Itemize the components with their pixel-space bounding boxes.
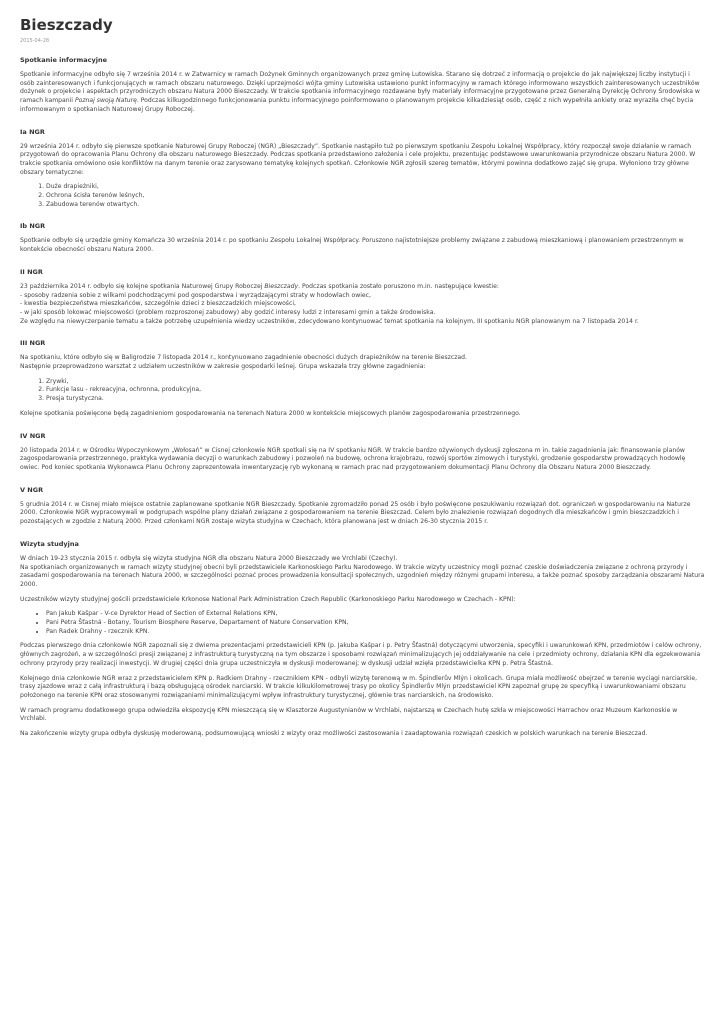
paragraph: 20 listopada 2014 r. w Ośrodku Wypoczynkowym „Wołosań” w Cisnej członkowie NGR spotkali się na IV spotkaniu NGR. W trakcie bardzo ożywionych dyskusji zgłoszona m in. takie zagadnienia jak: finansowanie planów zagospodarowania przestrzennego, praktyka wydawania decyzji o warunkach zabudowy i pozwoleń na budowę, ochrona krajobrazu, rozwój sportów zimowych i turystyki, grodzenie gospodarstw prowadzących hodowlę owiec. Pod koniec spotkania Wykonawca Planu Ochrony zaprezentowała inwentaryzację ryb wykonaną w ramach prac nad przygotowaniem dokumentacji Planu Ochrony dla Obszaru Natura 2000 Bieszczady. (20, 446, 686, 471)
list-item: 3. Presja turystyczna. (46, 395, 705, 404)
paragraph: Spotkanie odbyło się urzędzie gminy Komańcza 30 września 2014 r. po spotkaniu Zespołu Lokalnej Współpracy. Poruszono najistotniejsze problemy związane z zabudową mieszkaniową i planowaniem przestrzennym w kontekście obecności obszaru Natura 2000. (20, 237, 684, 254)
list-item: • Pan Radek Drahny - rzecznik KPN. (46, 628, 705, 637)
section-heading: Ia NGR (20, 127, 45, 136)
topic-list (20, 378, 705, 404)
paragraph: W dniach 19-23 stycznia 2015 r. odbyła się wizyta studyjna NGR dla obszaru Natura 2000 Bieszczady we Vrchlabi (Czechy). Na spotkaniach organizowanych w ramach wizyty studyjnej obecni byli przedstawiciele Karkonoskiego Parku Narodowego. W trakcie wizyty uczestnicy mogli poznać czeskie doświadczenia związane z ochroną przyrody i zasadami gospodarowania na terenach Natura 2000, w szczególności poznać proces prowadzenia konsultacji społecznych, uzgodnień między różnymi grupami interesu, a także poznać sposoby zarządzania obszarami Natura 2000. (20, 554, 705, 588)
page-title: Bieszczady (20, 16, 113, 34)
paragraph: Kolejne spotkania poświęcone będą zagadnieniom gospodarowania na terenach Natura 2000 w kontekście miejscowych planów zagospodarowania przestrzennego. (20, 409, 521, 417)
section-v-ngr (20, 486, 705, 527)
paragraph: Podczas pierwszego dnia członkowie NGR zapoznali się z dwiema prezentacjami przedstawicieli KPN (p. Jakuba Kašpar i p. Petry Šťastná) dotyczącymi utworzenia, specyfiki i uwarunkowań KPN, przedmiotów i celów ochrony, głównych zagrożeń, a w szczególności presji związanej z infrastrukturą turystyczną na tym obszarze i sposobami rozwiązań minimalizujących jej oddziaływanie na cele i przedmioty ochrony, działania KPN dla egzekwowania ochrony przyrody przy realizacji inwestycji. W drugiej części dnia grupa uczestniczyła w dyskusji moderowanej; w dyskusji udział wzięła przedstawicielka KPN p. Petra Šťastná. (20, 642, 702, 667)
paragraph: Uczestników wizyty studyjnej gościli przedstawiciele Krkonose National Park Administration Czech Republic (Karkonoskiego Parku Narodowego w Czechach - KPN): (20, 595, 516, 603)
paragraph: Na zakończenie wizyty grupa odbyła dyskusję moderowaną, podsumowującą wnioski z wizyty oraz możliwości zastosowania i zaadaptowania rozwiązań czeskich w polskich warunkach na terenie Bieszczad. (20, 730, 648, 738)
paragraph: Kolejnego dnia członkowie NGR wraz z przedstawicielem KPN p. Radkiem Drahny - rzecznikiem KPN - odbyli wizytę terenową w m. Špindlerův Mlýn i okolicach. Grupa miała możliwość obejrzeć w terenie wyciągi narciarskie, trasy zjazdowe wraz z całą infrastrukturą i bazą obsługującą ośrodek narciarski. W trakcie kilkukilometrowej trasy po okolicy Špindlerův Mlýn przedstawiciel KPN zapoznał grupę ze specyfiką i uwarunkowaniami obszaru położonego na terenie KPN oraz stosowanymi rozwiązaniami minimalizującymi wpływ infrastruktury turystycznej, głównie tras narciarskich, na środowisko. (20, 674, 698, 699)
publish-date: 2015-04-28 (20, 38, 50, 44)
paragraph: 5 grudnia 2014 r. w Cisnej miało miejsce ostatnie zaplanowane spotkanie NGR Bieszczady. Spotkanie zgromadziło ponad 25 osób i było poświęcone poszukiwaniu rozwiązań dot. ograniczeń w gospodarowaniu na Naturze 2000. Członkowie NGR wypracowywali w podgrupach wspólne plany działań związane z gospodarowaniem na terenie Bieszczad. Celem było znalezienie rozwiązań dogodnych dla mieszkańców i gmin bieszczadzkich i pozostających w zgodzie z Naturą 2000. Przed członkami NGR zostaje wizyta studyjna w Czechach, która planowana jest w dniach 26-30 stycznia 2015 r. (20, 500, 691, 526)
participant-list (20, 610, 705, 636)
section-ia-ngr (20, 128, 705, 210)
list-item: • Pan Jakub Kašpar - V-ce Dyrektor Head of Section of External Relations KPN, (46, 610, 705, 619)
list-item: 2. Funkcje lasu - rekreacyjna, ochronna, produkcyjna, (46, 386, 705, 395)
section-spotkanie-informacyjne (20, 56, 705, 115)
section-heading: II NGR (20, 267, 43, 276)
paragraph: W ramach programu dodatkowego grupa odwiedziła ekspozycję KPN mieszczącą się w Klasztorze Augustynianów w Vrchlabi, najstarszą w Czechach hutę szkła w miejscowości Harrachov oraz Muzeum Karkonoskie w Vrchlabi. (20, 706, 678, 723)
section-heading: V NGR (20, 485, 44, 494)
section-ii-ngr (20, 268, 705, 327)
paragraph: Spotkanie informacyjne odbyło się 7 września 2014 r. w Zatwarnicy w ramach Dożynek Gminnych organizowanych przez gminę Lutowiska. Starano się dotrzeć z informacją o projekcie do jak największej liczby instytucji i osób zainteresowanych i funkcjonujących w ramach obszaru naturowego. Dzięki uprzejmości wójta gminy Lutowiska ustawiono punkt informacyjny w ramach którego informowano wszystkich zainteresowanych uczestników dożynek o projekcie i aspektach przyrodniczych obszaru Natura 2000 Bieszczady. W trakcie spotkania informacyjnego rozdawane były materiały informacyjne przygotowane przez Generalną Dyrekcję Ochrony Środowiska w ramach kampanii Poznaj swoją Naturę. Podczas kilkugodzinnego funkcjonowania punktu informacyjnego poinformowano o planowanym projekcie kilkadziesiąt osób, część z nich wypełniła ankiety oraz wyraziła chęć bycia informowanym o spotkaniach Naturowej Grupy Roboczej. (20, 71, 700, 113)
section-wizyta-studyjna (20, 540, 705, 739)
paragraph: 23 października 2014 r. odbyło się kolejne spotkania Naturowej Grupy Roboczej Bieszczady. Podczas spotkania zostało poruszono m.in. następujące kwestie: - sposoby radzenia sobie z wilkami podchodzącymi pod gospodarstwa i wyrządzającymi straty w hodowlach owiec, - kwestia bezpieczeństwa mieszkańców, szczególnie dzieci z bieszczadzkich miejscowości, - w jaki sposób lokować miejscowości (problem rozproszonej zabudowy) aby godzić interesy ludzi z interesami gmin a także środowiska. Ze względu na niewyczerpanie tematu a także potrzebę uzupełnienia wiedzy uczestników, zdecydowano kontynuować temat spotkania na kolejnym, III spotkaniu NGR planowanym na 7 listopada 2014 r. (20, 282, 639, 325)
section-heading: Ib NGR (20, 222, 46, 231)
section-heading: Spotkanie informacyjne (20, 56, 108, 64)
topic-list (20, 183, 705, 209)
list-item: 3. Zabudowa terenów otwartych. (46, 201, 705, 210)
section-heading: IV NGR (20, 431, 46, 440)
section-iv-ngr (20, 432, 705, 473)
section-heading: Wizyta studyjna (20, 539, 79, 548)
paragraph: Na spotkaniu, które odbyło się w Baligrodzie 7 listopada 2014 r., kontynuowano zagadnienie obecności dużych drapieżników na terenie Bieszczad. Następnie przeprowadzono warsztat z udziałem uczestników w zakresie gospodarki leśnej. Grupa wskazała trzy główne zagadnienia: (20, 354, 467, 371)
list-item: • Pani Petra Šťastná - Botany, Tourism Biosphere Reserve, Departament of Nature Conservation KPN, (46, 619, 705, 628)
list-item: 1. Duże drapieżniki, (46, 183, 705, 192)
section-ib-ngr (20, 222, 705, 254)
section-iii-ngr (20, 339, 705, 418)
list-item: 1. Zrywki, (46, 378, 705, 387)
list-item: 2. Ochrona ścisła terenów leśnych, (46, 192, 705, 201)
section-heading: III NGR (20, 339, 46, 348)
paragraph: 29 września 2014 r. odbyło się pierwsze spotkanie Naturowej Grupy Roboczej (NGR) „Bieszczady”. Spotkanie nastąpiło tuż po pierwszym spotkaniu Zespołu Lokalnej Współpracy, który rozpoczął swoje działanie w ramach przygotowań do opracowania Planu Ochrony dla obszaru naturowego Bieszczady. Podczas spotkania przedstawiono założenia i cele projektu, prezentując podstawowe uwarunkowania przyrodnicze obszaru Natura 2000. W trakcie spotkania omówiono osie konfliktów na danym terenie oraz zarysowano tematykę kolejnych spotkań. Członkowie NGR zgłosili szereg tematów, którymi powinna dodatkowo zająć się grupa. Wyłoniono trzy główne obszary tematyczne: (20, 142, 696, 176)
